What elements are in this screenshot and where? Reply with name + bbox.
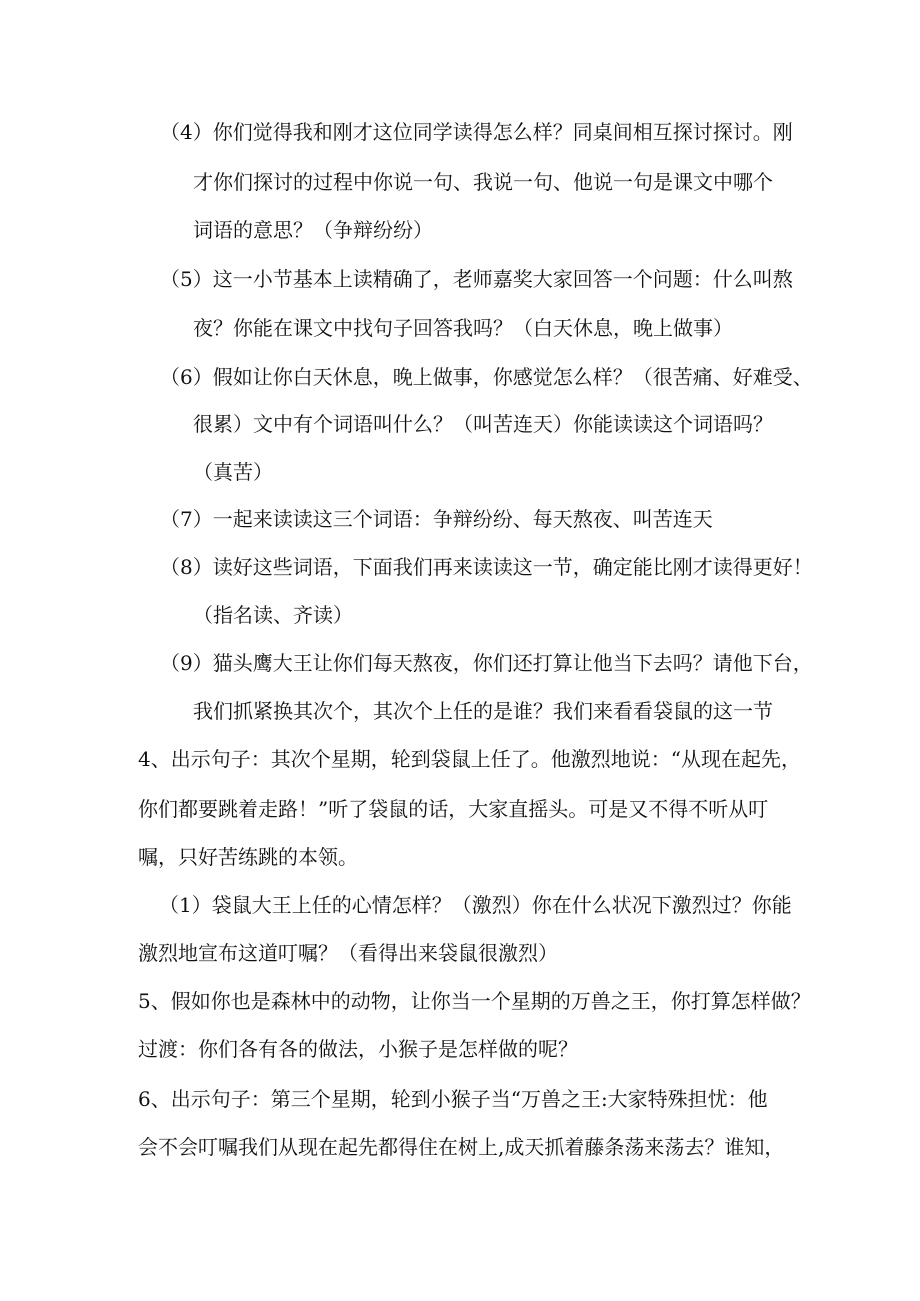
item-9-line-2: 我们抓紧换其次个，其次个上任的是谁？我们来看看袋鼠的这一节 <box>193 699 773 723</box>
item-4-line-2: 才你们探讨的过程中你说一句、我说一句、他说一句是课文中哪个 <box>193 170 773 194</box>
section-4-item-1-line-1: （1）袋鼠大王上任的心情怎样？（激烈）你在什么状况下激烈过？你能 <box>159 893 792 917</box>
transition-line: 过渡：你们各有各的做法，小猴子是怎样做的呢？ <box>138 1037 578 1061</box>
section-4-item-1-line-2: 激烈地宣布这道叮嘱？（看得出来袋鼠很激烈） <box>138 941 558 965</box>
item-4-line-3: 词语的意思？（争辩纷纷） <box>193 218 433 242</box>
item-6-line-3: （真苦） <box>193 460 273 484</box>
item-6-line-1: （6）假如让你白天休息，晚上做事，你感觉怎么样？（很苦痛、好难受、 <box>160 365 813 389</box>
section-6-line-2: 会不会叮嘱我们从现在起先都得住在树上,成天抓着藤条荡来荡去？谁知， <box>138 1135 785 1159</box>
section-4-line-1: 4、出示句子：其次个星期，轮到袋鼠上任了。他激烈地说：“从现在起先， <box>138 747 801 771</box>
section-6-line-1: 6、出示句子：第三个星期，轮到小猴子当“万兽之王:大家特殊担忧：他 <box>138 1087 768 1111</box>
item-7-line-1: （7）一起来读读这三个词语：争辩纷纷、每天熬夜、叫苦连天 <box>160 507 713 531</box>
item-5-line-1: （5）这一小节基本上读精确了，老师嘉奖大家回答一个问题：什么叫熬 <box>160 267 793 291</box>
item-5-line-2: 夜？你能在课文中找句子回答我吗？（白天休息，晚上做事） <box>193 316 733 340</box>
item-8-line-2: （指名读、齐读） <box>193 603 353 627</box>
section-5-line-1: 5、假如你也是森林中的动物，让你当一个星期的万兽之王，你打算怎样做？ <box>138 989 811 1013</box>
item-6-line-2: 很累）文中有个词语叫什么？（叫苦连天）你能读读这个词语吗？ <box>193 412 773 436</box>
item-4-line-1: （4）你们觉得我和刚才这位同学读得怎么样？同桌间相互探讨探讨。刚 <box>160 120 793 144</box>
item-9-line-1: （9）猫头鹰大王让你们每天熬夜，你们还打算让他当下去吗？请他下台， <box>160 651 813 675</box>
section-4-line-2: 你们都要跳着走路！”听了袋鼠的话，大家直摇头。可是又不得不听从叮 <box>138 797 769 821</box>
item-8-line-1: （8）读好这些词语，下面我们再来读读这一节，确定能比刚才读得更好！ <box>160 555 813 579</box>
section-4-line-3: 嘱，只好苦练跳的本领。 <box>138 845 358 869</box>
